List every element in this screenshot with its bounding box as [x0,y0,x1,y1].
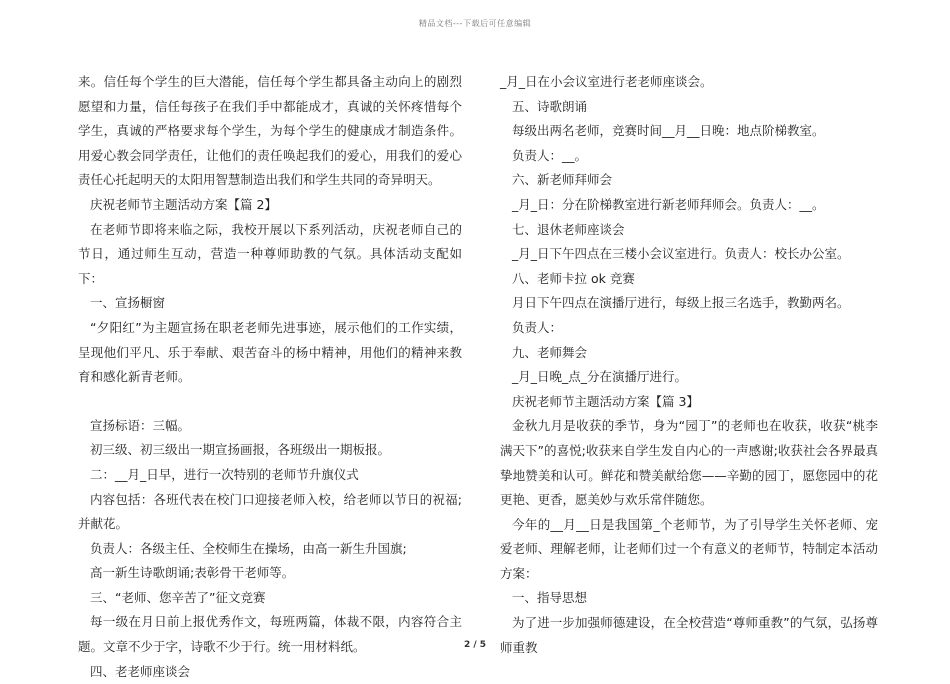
section-title-part-3: 庆祝老师节主题活动方案【篇 3】 [512,393,699,409]
paragraph-new-teacher-schedule: _月_日：分在阶梯教室进行新老师拜师会。负责人：__。 [512,196,825,212]
heading-publicity-window: 一、宣扬橱窗 [90,295,166,311]
paragraph-guiding-ideology: 为了进一步加强师德建设，在全校营造“尊师重教”的气氛，弘扬尊师重教 [500,615,878,655]
heading-flag-ceremony: 二：__月_日早，进行一次特别的老师节升旗仪式 [90,466,359,482]
right-column [500,70,878,660]
section-title-part-2: 庆祝老师节主题活动方案【篇 2】 [90,196,277,212]
paragraph-dance-schedule: _月_日晚_点_分在演播厅进行。 [512,369,688,385]
heading-new-teacher-ceremony: 六、新老师拜师会 [512,172,613,188]
paragraph-ceremony-content: 内容包括：各班代表在校门口迎接老师入校，给老师以节日的祝福;并献花。 [78,491,462,532]
heading-retired-forum: 七、退休老师座谈会 [512,221,625,237]
page-header: 精品文档---下载后可任意编辑 [418,19,532,28]
paragraph-poetry-recital: 高一新生诗歌朗诵;表彰骨干老师等。 [90,565,295,581]
paragraph-plan-purpose: 今年的__月__日是我国第_个老师节，为了引导学生关怀老师、宠爱老师、理解老师，让老师们过一个有意义的老师节，特制定本活动方案： [500,516,878,581]
paragraph-sunset-theme: “夕阳红”为主题宣扬在职老老师先进事迹，展示他们的工作实绩，呈现他们平凡、乐于奉献、艰苦奋斗的杨中精神，用他们的精神来教育和感化新青老师。 [78,319,462,385]
paragraph-poetry-responsible: 负责人：__。 [512,147,588,163]
heading-teacher-dance: 九、老师舞会 [512,344,588,360]
paragraph-retired-forum-schedule: _月_日下午四点在三楼小会议室进行。负责人：校长办公室。 [512,246,850,262]
paragraph-poetry-schedule: 每级出两名老师，竞赛时间__月__日晚：地点阶梯教室。 [512,123,825,139]
paragraph-ceremony-responsible: 负责人：各级主任、全校师生在操场，由高一新生升国旗; [90,540,407,556]
left-column [78,70,462,684]
paragraph-intro-continuation: 来。信任每个学生的巨大潜能，信任每个学生都具备主动向上的剧烈愿望和力量，信任每孩子在我们手中都能成才，真诚的关怀疼惜每个学生，真诚的严格要求每个学生，为每个学生的健康成才制造条件。用爱心教会同学责任，让他们的责任唤起我们的爱心，用我们的爱心责任心托起明天的太阳用智慧制造出我们和学生共同的奇异明天。 [78,74,462,188]
paragraph-karaoke-schedule: 月日下午四点在演播厅进行，每级上报三名选手，教勤两名。 [512,295,850,311]
heading-karaoke-contest: 八、老师卡拉 ok 竞赛 [512,270,635,286]
paragraph-forum-schedule: _月_日在小会议室进行老老师座谈会。 [500,74,713,89]
paragraph-karaoke-responsible: 负责人： [512,319,563,335]
page-number: 2 / 5 [463,640,487,650]
heading-poetry-reading: 五、诗歌朗诵 [512,98,588,114]
paragraph-autumn-harvest: 金秋九月是收获的季节，身为“园丁”的老师也在收获，收获“桃李满天下”的喜悦;收获来自学生发自内心的一声感谢;收获社会各界最真挚地赞美和认可。鲜花和赞美献给您——辛勤的园丁，愿您园中的花更艳、更香，愿美妙与欢乐常伴随您。 [500,418,878,508]
heading-guiding-ideology: 一、指导思想 [512,590,588,606]
paragraph-part-2-intro: 在老师节即将来临之际，我校开展以下系列活动，庆祝老师自己的节日，通过师生互动，营造一种尊师助教的气氛。具体活动支配如下： [78,221,462,286]
heading-retired-teacher-forum: 四、老老师座谈会 [90,663,191,679]
heading-essay-contest: 三、“老师、您辛苦了”征文竞赛 [90,589,266,605]
paragraph-posters: 初三级、初三级出一期宣扬画报，各班级出一期板报。 [90,442,391,458]
paragraph-slogans: 宣扬标语：三幅。 [90,417,191,433]
paragraph-essay-rules: 每一级在月日前上报优秀作文，每班两篇，体裁不限，内容符合主题。文章不少于字，诗歌不少于行。统一用材料纸。 [78,614,462,655]
